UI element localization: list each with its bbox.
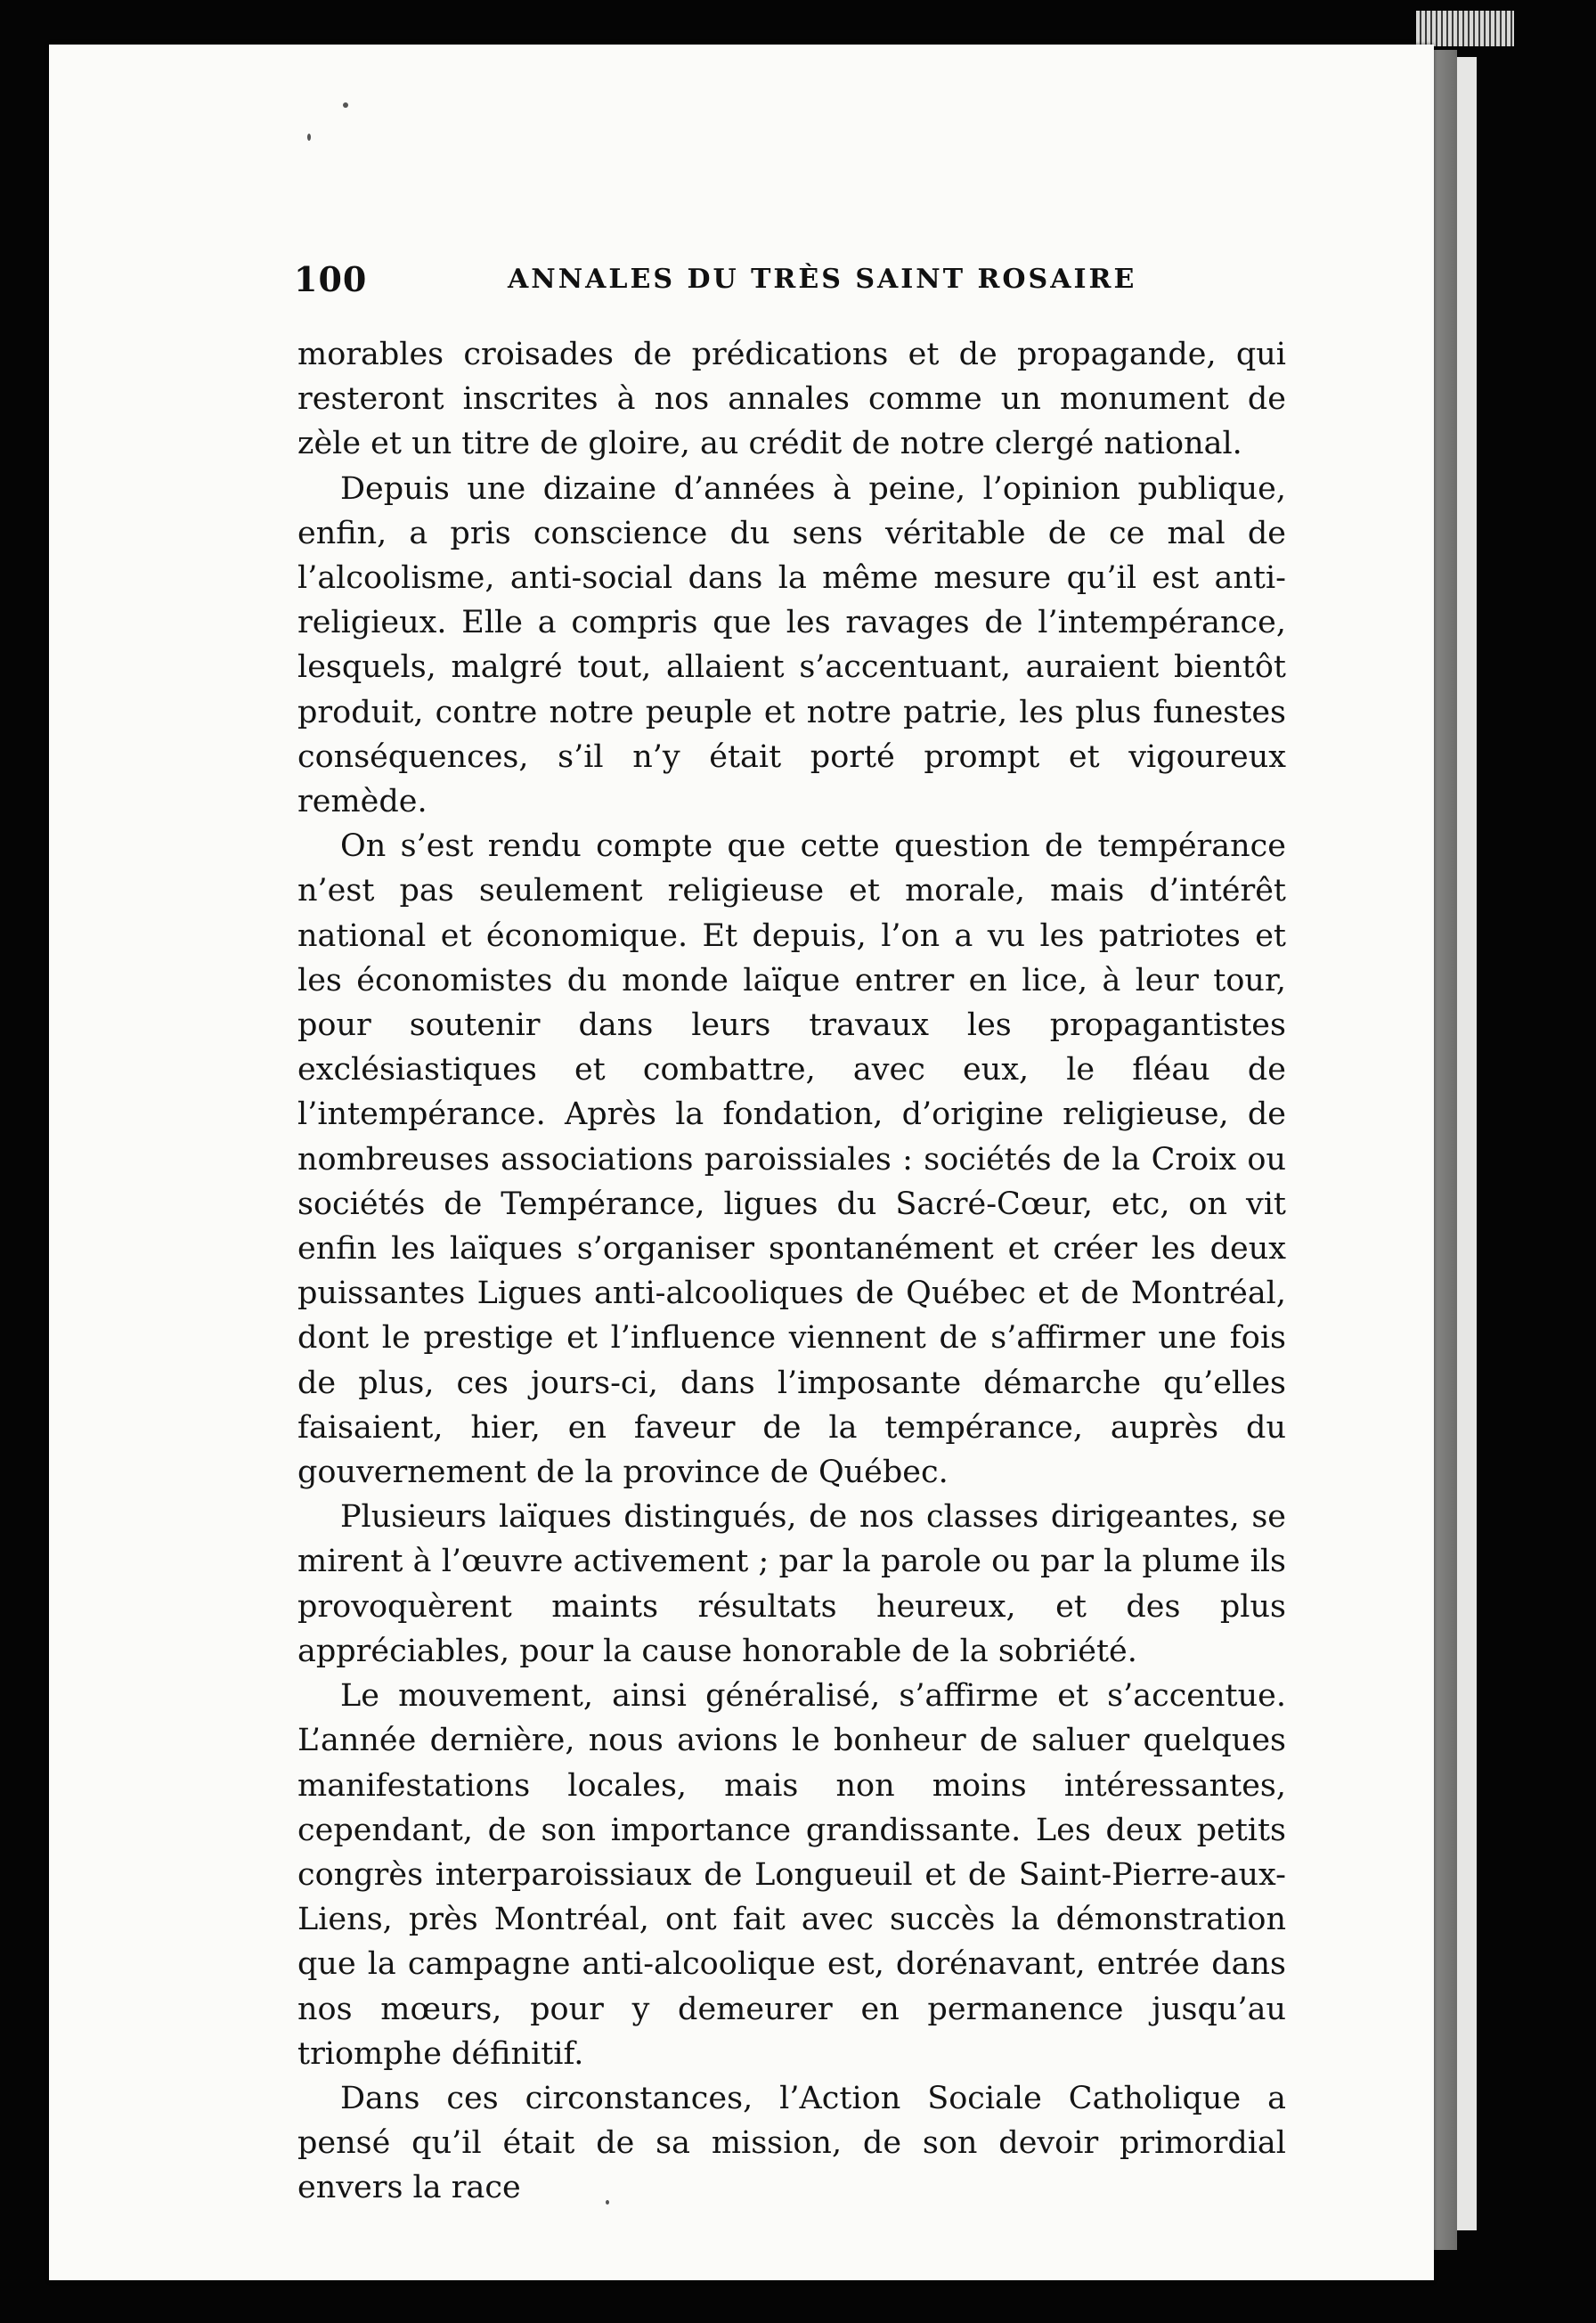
scan-speck bbox=[307, 134, 311, 141]
page-header bbox=[294, 259, 1282, 304]
paragraph: Depuis une dizaine d’années à peine, l’opinion publique, enfin, a pris conscience du sens véritable de ce mal de l’alcoolisme, anti-social dans la même mesure qu’il est anti-religieux. Elle a compris que les ravages de l’intempérance, lesquels, malgré tout, allaient s’accentuant, auraient bientôt produit, contre notre peuple et notre patrie, les plus funestes conséquences, s’il n’y était porté prompt et vigoureux remède. bbox=[297, 470, 1286, 820]
book-spine-shadow bbox=[1432, 50, 1457, 2250]
paragraph: Plusieurs laïques distingués, de nos classes dirigeantes, se mirent à l’œuvre activement ; par la parole ou par la plume ils provoquèrent maints résultats heureux, et des plus appréciables, pour la cause honorable de la sobriété. bbox=[297, 1499, 1286, 1669]
paragraph: Le mouvement, ainsi généralisé, s’affirme et s’accentue. L’année dernière, nous avions le bonheur de saluer quelques manifestations locales, mais non moins intéressantes, cependant, de son importance grandissante. Les deux petits congrès interparoissiaux de Longueuil et de Saint-Pierre-aux-Liens, près Montréal, ont fait avec succès la démonstration que la campagne anti-alcoolique est, dorénavant, entrée dans nos mœurs, pour y demeurer en permanence jusqu’au triomphe définitif. bbox=[297, 1678, 1286, 2072]
scan-speck bbox=[343, 102, 348, 108]
paragraph: On s’est rendu compte que cette question de tempérance n’est pas seulement religieuse et morale, mais d’intérêt national et économique. Et depuis, l’on a vu les patriotes et les économistes du monde laïque entrer en lice, à leur tour, pour soutenir dans leurs travaux les propagantistes exclésiastiques et combattre, avec eux, le fléau de l’intempérance. Après la fondation, d’origine religieuse, de nombreuses associations paroissiales : sociétés de la Croix ou sociétés de Tempérance, ligues du Sacré-Cœur, etc, on vit enfin les laïques s’organiser spontanément et créer les deux puissantes Ligues anti-alcooliques de Québec et de Montréal, dont le prestige et l’influence viennent de s’affirmer une fois de plus, ces jours-ci, dans l’imposante démarche qu’elles faisaient, hier, en faveur de la tempérance, auprès du gouvernement de la province de Québec. bbox=[297, 828, 1286, 1491]
page-number: 100 bbox=[294, 259, 368, 299]
book-page-edge bbox=[1457, 57, 1477, 2230]
body-text bbox=[297, 332, 1286, 2211]
paragraph: morables croisades de prédications et de propagande, qui resteront inscrites à nos annales comme un monument de zèle et un titre de gloire, au crédit de notre clergé national. bbox=[297, 337, 1286, 462]
paragraph: Dans ces circonstances, l’Action Sociale Catholique a pensé qu’il était de sa mission, de son devoir primordial envers la race bbox=[297, 2080, 1286, 2206]
running-head: ANNALES DU TRÈS SAINT ROSAIRE bbox=[508, 264, 1137, 295]
book-top-edge bbox=[1416, 11, 1514, 46]
